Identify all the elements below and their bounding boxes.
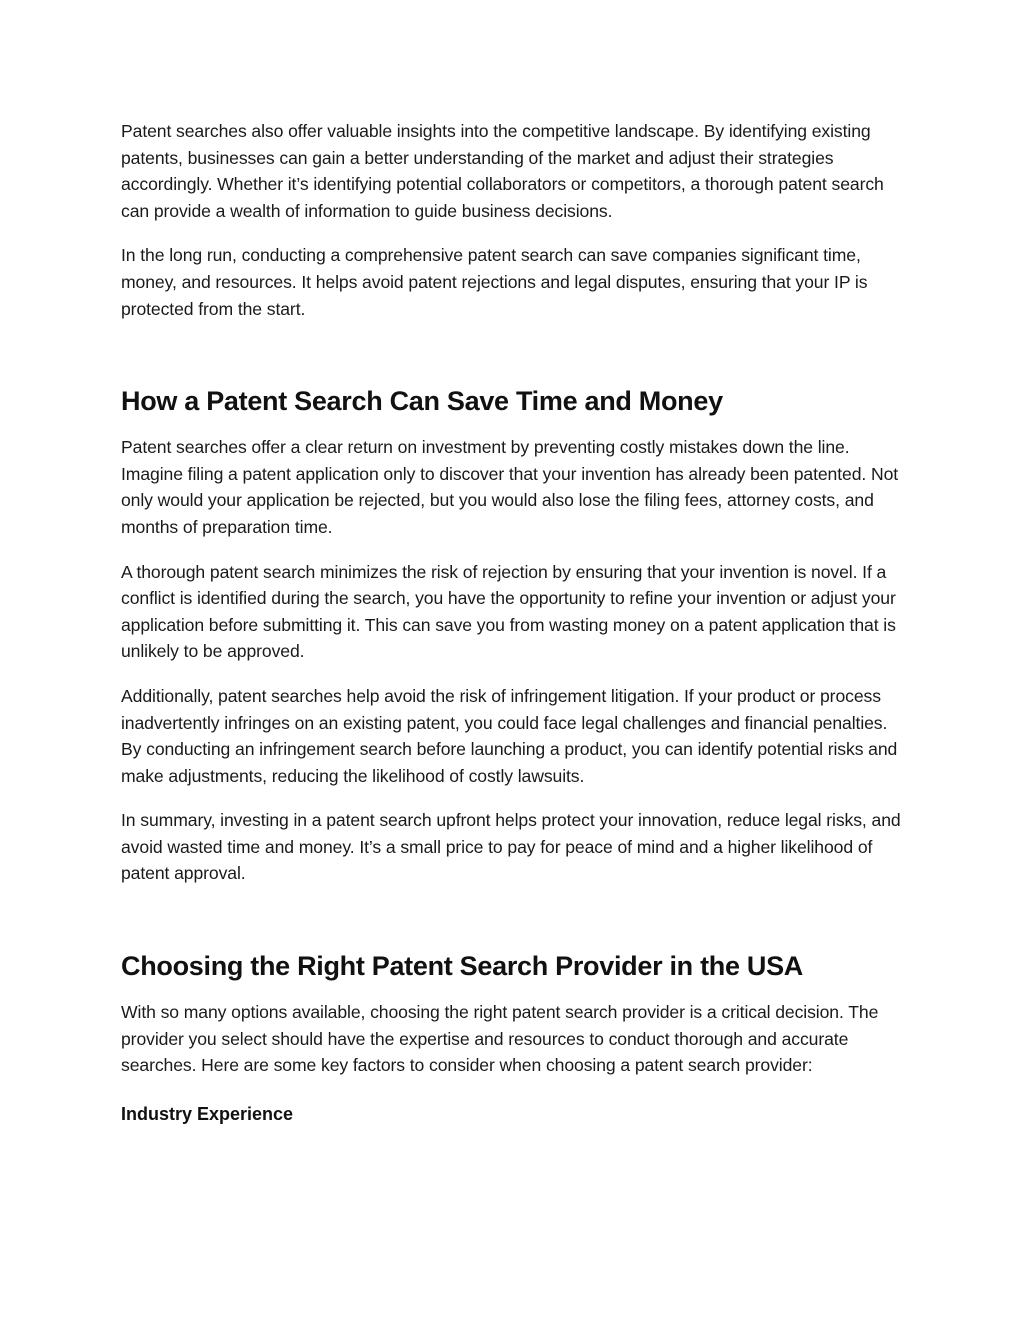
- subheading-industry-experience: Industry Experience: [121, 1103, 294, 1124]
- choosing-provider-paragraph-1: With so many options available, choosing the right patent search provider is a critical decision. The provider you select should have the expertise and resources to conduct thorough and accurate searches. Here are some key factors to consider when choosing a patent search provider:: [121, 1002, 879, 1076]
- save-time-paragraph-4: In summary, investing in a patent search upfront helps protect your innovation, reduce legal risks, and avoid wasted time and money. It’s a small price to pay for peace of mind and a higher likelihood of patent approval.: [121, 810, 901, 884]
- document-page: [121, 118, 911, 1127]
- intro-paragraph-1: Patent searches also offer valuable insights into the competitive landscape. By identifying existing patents, businesses can gain a better understanding of the market and adjust their strategies accordingly. Whether it’s identifying potential collaborators or competitors, a thorough patent search can provide a wealth of information to guide business decisions.: [121, 121, 884, 221]
- save-time-paragraph-3: Additionally, patent searches help avoid the risk of infringement litigation. If your product or process inadvertently infringes on an existing patent, you could face legal challenges and financial penalties. By conducting an infringement search before launching a product, you can identify potential risks and make adjustments, reducing the likelihood of costly lawsuits.: [121, 685, 898, 786]
- section-heading-choosing-provider: Choosing the Right Patent Search Provider in the USA: [121, 951, 803, 982]
- save-time-paragraph-2: A thorough patent search minimizes the risk of rejection by ensuring that your invention is novel. If a conflict is identified during the search, you have the opportunity to refine your invention or adjust your application before submitting it. This can save you from wasting money on a patent application that is unlikely to be approved.: [121, 561, 896, 662]
- save-time-paragraph-1: Patent searches offer a clear return on investment by preventing costly mistakes down the line. Imagine filing a patent application only to discover that your invention has already been patented. Not only would your application be rejected, but you would also lose the filing fees, attorney costs, and months of preparation time.: [121, 437, 899, 537]
- section-heading-save-time: How a Patent Search Can Save Time and Money: [121, 386, 723, 417]
- intro-paragraph-2: In the long run, conducting a comprehensive patent search can save companies significant time, money, and resources. It helps avoid patent rejections and legal disputes, ensuring that your IP is protected from the start.: [121, 245, 868, 319]
